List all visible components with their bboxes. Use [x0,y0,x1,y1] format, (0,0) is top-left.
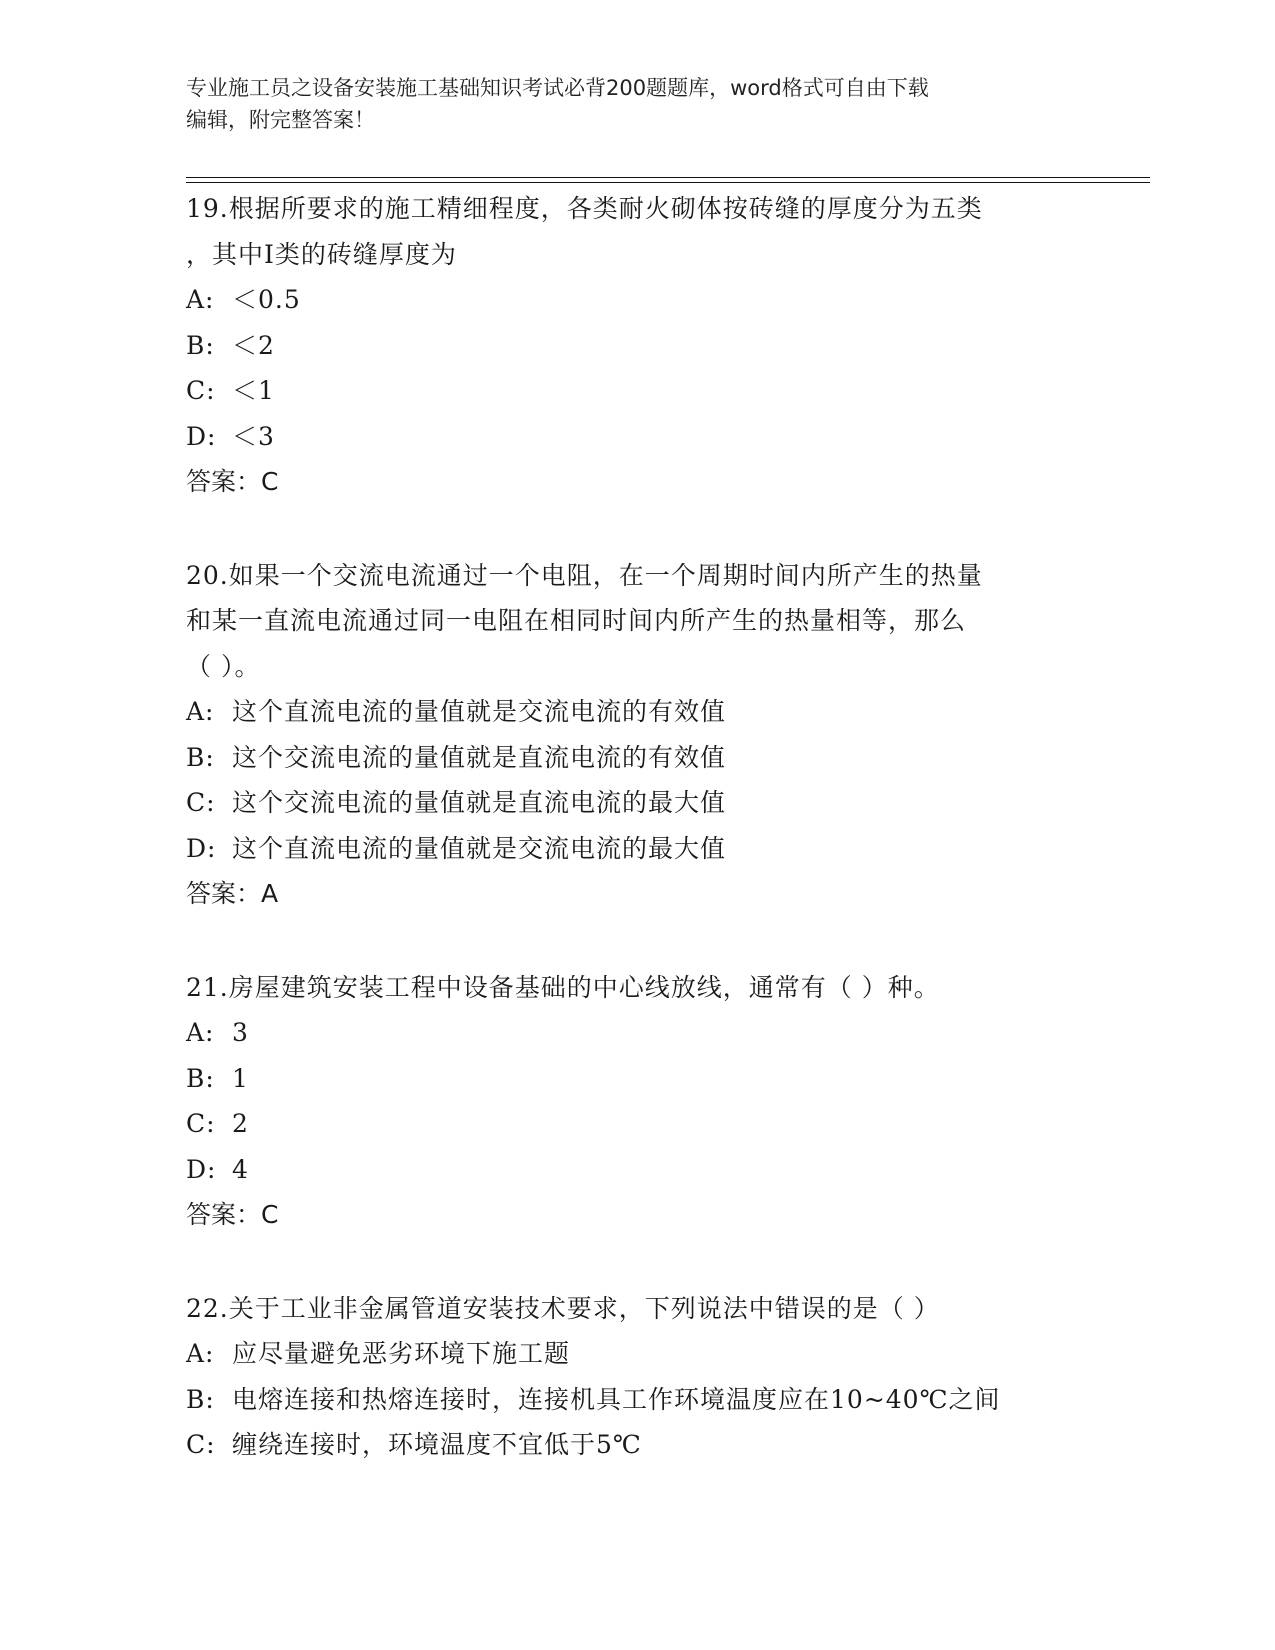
option-text: 这个直流电流的量值就是交流电流的有效值 [232,697,727,726]
option-key: A: [186,1018,215,1047]
option-text: ＜1 [232,376,275,405]
option-key: A: [186,1339,215,1368]
option-text: 1 [232,1063,249,1093]
question-text: 20.如果一个交流电流通过一个电阻，在一个周期时间内所产生的热量 [186,560,983,590]
option-text: 2 [232,1109,249,1138]
question-21 [186,965,1150,1238]
option-c [186,368,1150,414]
option-text: ＜2 [232,330,275,360]
option-key: B: [186,1384,215,1414]
question-text: 21.房屋建筑安装工程中设备基础的中心线放线，通常有（ ）种。 [186,972,940,1002]
option-key: C: [186,1430,216,1459]
option-text: 应尽量避免恶劣环境下施工题 [232,1339,571,1368]
question-text: 22.关于工业非金属管道安装技术要求，下列说法中错误的是（ ） [186,1293,940,1323]
option-key: B: [186,742,215,772]
header-divider-top [186,177,1150,178]
option-key: D: [186,833,217,863]
question-19 [186,186,1150,505]
option-key: D: [186,421,217,451]
option-text: 这个交流电流的量值就是直流电流的有效值 [232,742,727,772]
option-b [186,1377,1150,1423]
question-text: （ ）。 [186,651,261,681]
option-key: B: [186,1063,215,1093]
option-b [186,323,1150,369]
option-text: ＜0.5 [232,285,301,314]
question-22 [186,1286,1150,1468]
option-a [186,1010,1150,1056]
option-key: D: [186,1154,217,1184]
document-header [186,72,1086,136]
option-b [186,1056,1150,1102]
option-key: C: [186,376,216,405]
option-key: C: [186,788,216,817]
option-a [186,689,1150,735]
answer: 答案：A [186,879,279,908]
option-a [186,1331,1150,1377]
question-20 [186,553,1150,917]
option-d [186,826,1150,872]
option-d [186,414,1150,460]
option-d [186,1147,1150,1193]
option-c [186,1422,1150,1468]
option-c [186,1101,1150,1147]
option-text: 3 [232,1018,249,1047]
option-key: A: [186,697,215,726]
header-line-2: 编辑，附完整答案！ [186,108,375,132]
question-list [186,186,1150,1516]
option-b [186,735,1150,781]
option-text: 电熔连接和热熔连接时，连接机具工作环境温度应在10~40℃之间 [232,1384,1001,1414]
option-key: A: [186,285,215,314]
header-divider-bottom [186,182,1150,183]
option-c [186,780,1150,826]
question-text: 和某一直流电流通过同一电阻在相同时间内所产生的热量相等，那么 [186,606,967,635]
header-line-1: 专业施工员之设备安装施工基础知识考试必背200题题库，word格式可自由下载 [186,76,929,100]
option-a [186,277,1150,323]
answer: 答案：C [186,1200,279,1229]
option-text: 缠绕连接时，环境温度不宜低于5℃ [232,1430,642,1459]
option-text: 这个直流电流的量值就是交流电流的最大值 [232,833,727,863]
option-text: 4 [232,1154,249,1184]
question-text: 19.根据所要求的施工精细程度，各类耐火砌体按砖缝的厚度分为五类 [186,194,983,223]
answer: 答案：C [186,467,279,496]
option-key: B: [186,330,215,360]
option-text: 这个交流电流的量值就是直流电流的最大值 [232,788,727,817]
option-key: C: [186,1109,216,1138]
option-text: ＜3 [232,421,275,451]
question-text: ，其中Ⅰ类的砖缝厚度为 [186,239,457,269]
